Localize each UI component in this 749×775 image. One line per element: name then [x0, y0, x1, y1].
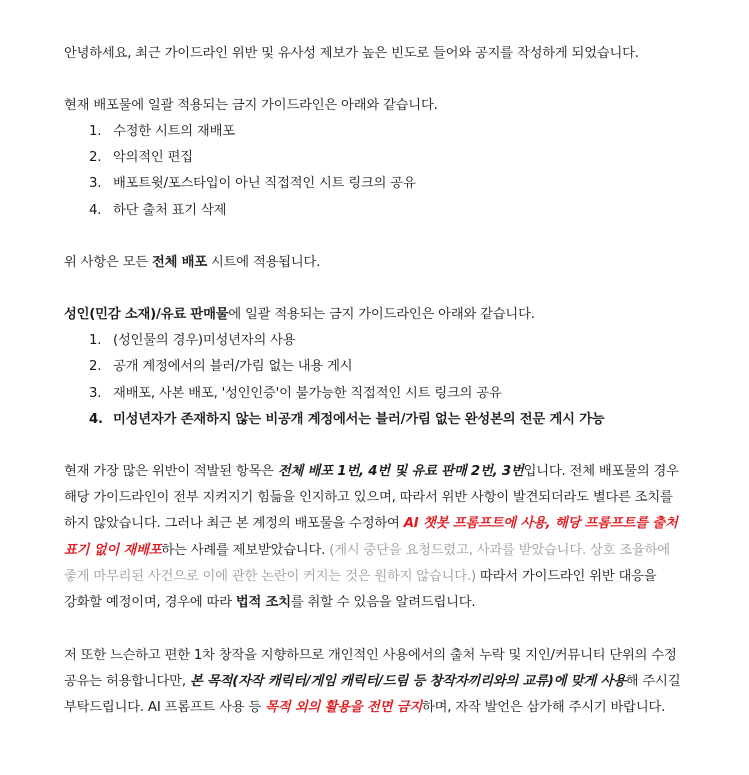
item-number: 2. [89, 150, 102, 165]
item-number: 4. [89, 203, 102, 218]
item-text: 재배포, 사본 배포, '성인인증'이 불가능한 직접적인 시트 링크의 공유 [113, 386, 502, 401]
para-text: 따라서 가이드라인 위반 대응을 [475, 569, 657, 584]
item-text: 배포트윗/포스타입이 아닌 직접적인 시트 링크의 공유 [113, 176, 416, 191]
item-text: 공개 계정에서의 블러/가림 없는 내용 게시 [113, 359, 353, 374]
para3-line5 [64, 567, 656, 587]
item-text: (성인물의 경우)미성년자의 사용 [113, 333, 296, 348]
section1-item [89, 122, 235, 142]
para-text: 하지 않았습니다. 그러나 최근 본 계정의 배포물을 수정하여 [64, 516, 404, 531]
para4-line1: 저 또한 느슨하고 편한 1차 창작을 지향하므로 개인적인 사용에서의 출처 누락 및 지인/커뮤니티 단위의 수정 [64, 648, 677, 663]
para3-line3 [64, 514, 678, 534]
item-number: 3. [89, 386, 102, 401]
item-text: 미성년자가 존재하지 않는 비공개 계정에서는 블러/가림 없는 완성본의 전문 게시 가능 [113, 412, 605, 427]
note-emphasis: 전체 배포 [151, 255, 207, 270]
section2-heading-emphasis: 성인(민감 소재)/유료 판매물 [64, 307, 229, 322]
para4-line2 [64, 672, 680, 692]
item-number: 1. [89, 333, 102, 348]
para-red-emphasis: 목적 외의 활용을 전면 금지 [265, 700, 422, 715]
para-text: 입니다. 전체 배포물의 경우 [523, 464, 679, 479]
section2-item [89, 357, 352, 377]
section1-note [64, 253, 320, 273]
section1-heading: 현재 배포물에 일괄 적용되는 금지 가이드라인은 아래와 같습니다. [64, 98, 438, 113]
para-red-emphasis: 표기 없이 재배포 [64, 543, 162, 558]
item-text: 하단 출처 표기 삭제 [113, 203, 227, 218]
para-text: 하며, 자작 발언은 삼가해 주시기 바랍니다. [421, 700, 666, 715]
item-number: 2. [89, 359, 102, 374]
para-emphasis: 본 목적(자작 캐릭터/게임 캐릭터/드림 등 창작자끼리와의 교류)에 맞게 사용 [189, 674, 626, 689]
note-text: 시트에 적용됩니다. [206, 255, 321, 270]
para3-line4 [64, 541, 670, 561]
item-number: 3. [89, 176, 102, 191]
item-number: 4. [89, 412, 103, 427]
item-text: 수정한 시트의 재배포 [113, 124, 235, 139]
para-text: 공유는 허용합니다만, [64, 674, 190, 689]
para3-line6 [64, 593, 475, 613]
para-red-emphasis: AI 챗봇 프롬프트에 사용, 해당 프롬프트를 출처 [403, 516, 678, 531]
section2-heading-text: 에 일괄 적용되는 금지 가이드라인은 아래와 같습니다. [228, 307, 535, 322]
section2-heading [64, 305, 535, 325]
para-emphasis: 전체 배포 1번, 4번 및 유료 판매 2번, 3번 [277, 464, 524, 479]
para-text: 하는 사례를 제보받았습니다. [161, 543, 330, 558]
section2-item [89, 410, 605, 430]
para3-line2: 해당 가이드라인이 전부 지켜지기 힘듦을 인지하고 있으며, 따라서 위반 사항이 발견되더라도 별다른 조치를 [64, 490, 673, 505]
note-text: 위 사항은 모든 [64, 255, 152, 270]
para-text: 를 취할 수 있음을 알려드립니다. [290, 595, 476, 610]
para4-line3 [64, 698, 665, 718]
item-text: 악의적인 편집 [113, 150, 193, 165]
section2-item [89, 331, 295, 351]
para-text: 강화할 예정이며, 경우에 따라 [64, 595, 236, 610]
para-gray-aside: (게시 중단을 요청드렸고, 사과를 받았습니다. 상호 조율하에 [329, 543, 670, 558]
intro-text: 안녕하세요, 최근 가이드라인 위반 및 유사성 제보가 높은 빈도로 들어와 공지를 작성하게 되었습니다. [64, 46, 639, 61]
para-text: 부탁드립니다. AI 프롬프트 사용 등 [64, 700, 266, 715]
para-text: 현재 가장 많은 위반이 적발된 항목은 [64, 464, 278, 479]
section2-item [89, 384, 502, 404]
item-number: 1. [89, 124, 102, 139]
section1-item [89, 174, 416, 194]
para-text: 해 주시길 [625, 674, 681, 689]
section1-item [89, 148, 193, 168]
para-emphasis: 법적 조치 [235, 595, 291, 610]
section1-item [89, 201, 226, 221]
para-gray-aside: 좋게 마무리된 사건으로 이에 관한 논란이 커지는 것은 원하지 않습니다.) [64, 569, 476, 584]
para3-line1 [64, 462, 679, 482]
